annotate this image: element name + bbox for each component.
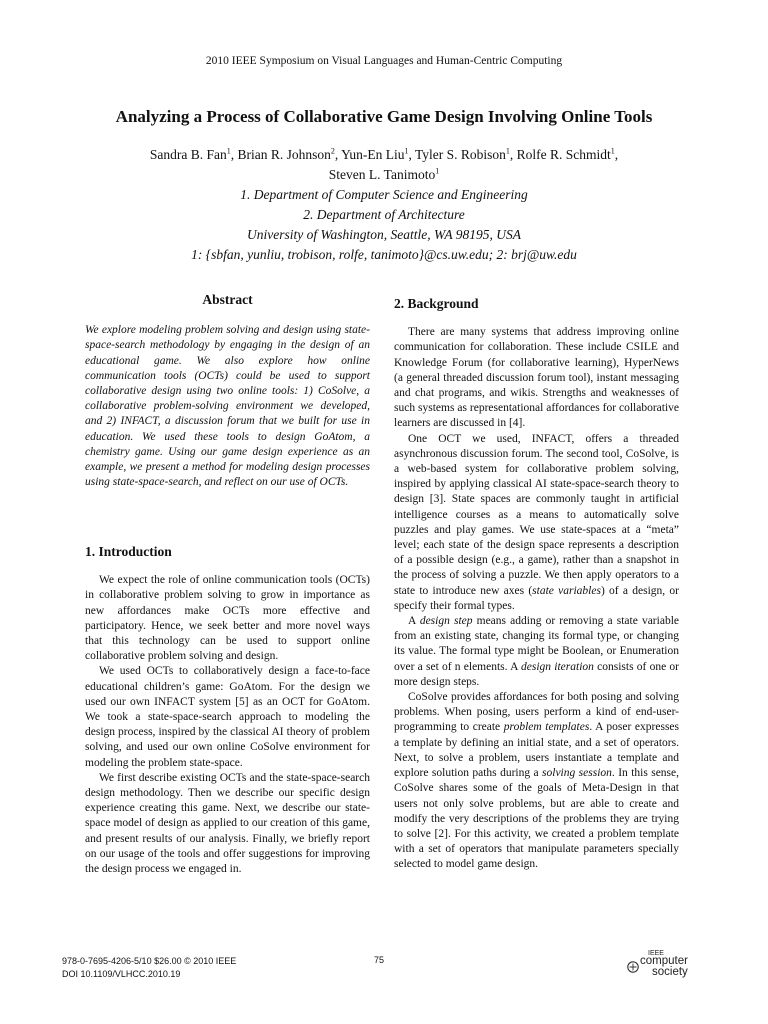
paragraph: One OCT we used, INFACT, offers a threaded asynchronous discussion forum. The second tool, CoSolve, is a web-based system for collaborative problem solving, inspired by applying classical AI state-space-search theory to design [3]. State spaces are commonly taught in artificial intelligence courses as a means to automatically solve puzzles and play games. We use state-spaces at a “meta” level; each state of the design space represents a description of a possible design (e.g., a game), rather than a snapshot in the process of solving a puzzle. We then apply operators to a state to introduce new axes (state variables) of a design, or specify their formal types. — [394, 432, 679, 612]
emphasis-term: solving session — [542, 767, 612, 780]
logo-computer-text: computer — [640, 955, 688, 967]
author: Brian R. Johnson$^2$, — [237, 146, 342, 162]
abstract-section — [85, 292, 370, 490]
paper-title: Analyzing a Process of Collaborative Game Design Involving Online Tools — [115, 107, 653, 126]
logo-society-text: society — [652, 966, 688, 978]
paragraph: There are many systems that address improving online communication for collaboration. These include CSILE and Knowledge Forum (for collaborative learning), HyperNews (a general threaded discussion forum tool), instant messaging and chat programs, and wikis. Strengths and weaknesses of such systems as representational affordances for collaborative learners are discussed in [4]. — [394, 326, 679, 430]
section-heading: 1. Introduction — [85, 544, 172, 559]
ieee-computer-society-logo-icon — [627, 961, 639, 973]
ieee-computer-society-logo — [626, 948, 711, 984]
paragraph: CoSolve provides affordances for both posing and solving problems. When posing, users perform a kind of end-user-programming to create problem templates. A poser expresses a template by defining an initial state, and a set of operators. Next, to solve a problem, users instantiate a template and explore solution paths during a solving session. In this sense, CoSolve shares some of the goals of Meta-Design in that users not only solve problems, but are able to create and modify the very descriptions of the problems they are trying to solve [2]. For this activity, we created a problem template with a set of operators that manipulate parameters specially selected to model game design. — [394, 691, 680, 871]
affiliation-line: 1. Department of Computer Science and Engineering — [240, 187, 528, 202]
author: Sandra B. Fan$^1$, — [149, 146, 238, 162]
background-section — [394, 296, 679, 873]
introduction-section — [85, 544, 370, 877]
copyright-footer — [62, 955, 236, 981]
author-list — [60, 145, 708, 185]
affiliation-line: 2. Department of Architecture — [303, 207, 465, 222]
abstract-text: We explore modeling problem solving and design using state-space-search methodology by engaging in the design of an educational game. We also explore how online communication tools (OCTs) could be used to support collaborative design using two online tools: 1) CoSolve, a collaborative problem-solving environment we developed, and 2) INFACT, a discussion forum that we built for use in education. We used these tools to design GoAtom, a chemistry game. Using our game design experience as an example, we present a method for modeling design processes using state-space-search, and reflect on our use of OCTs. — [85, 324, 370, 489]
author-block — [60, 145, 708, 265]
author-emails: 1: {sbfan, yunliu, trobison, rolfe, tanimoto}@cs.uw.edu; 2: brj@uw.edu — [191, 247, 577, 262]
paragraph: A design step means adding or removing a state variable from an existing state, changing its formal type, or changing its value. The formal type might be Boolean, or Enumeration over a set of n elements. A design iteration consists of one or more design steps. — [394, 615, 680, 688]
emphasis-term: design step — [419, 615, 473, 628]
author: Yun-En Liu$^1$, — [341, 146, 415, 162]
author: Rolfe R. Schmidt$^1$, — [516, 146, 619, 162]
emphasis-term: problem templates — [503, 721, 590, 734]
conference-header: 2010 IEEE Symposium on Visual Languages and Human-Centric Computing — [205, 55, 563, 67]
emphasis-term: design iteration — [521, 660, 594, 673]
page-number: 75 — [374, 955, 385, 965]
abstract-heading: Abstract — [202, 292, 253, 307]
emphasis-term: state variables — [532, 584, 601, 597]
logo-ieee-text: IEEE — [648, 950, 664, 957]
affiliation-line: University of Washington, Seattle, WA 98195, USA — [247, 227, 521, 242]
paragraph: We first describe existing OCTs and the state-space-search design methodology. Then we describe our specific design experience creating this game. Next, we describe our state-space model of design as applied to our creation of this game, and present results of our analysis. Finally, we briefly report on our usage of the tools and offer suggestions for improving the design process we engaged in. — [85, 771, 370, 876]
author: Steven L. Tanimoto$^1$ — [328, 166, 440, 182]
doi-line: DOI 10.1109/VLHCC.2010.19 — [62, 969, 181, 979]
author: Tyler S. Robison$^1$, — [414, 146, 517, 162]
section-heading: 2. Background — [394, 296, 479, 311]
paragraph: We used OCTs to collaboratively design a face-to-face educational children’s game: GoAtom. For the design we used our own INFACT system [5] as an OCT for GoAtom. We took a state-space-search approach to modeling the design process, inspired by the classical AI theory of problem solving, and used our own online CoSolve environment for modeling the problem state-space. — [85, 665, 370, 769]
isbn-line: 978-0-7695-4206-5/10 $26.00 © 2010 IEEE — [62, 956, 237, 966]
paragraph: We expect the role of online communication tools (OCTs) in collaborative problem solving to grow in importance as new affordances make OCTs more effective and participatory. Hence, we seek better and more novel ways that this technology can be used to support online collaborative problem solving and design. — [85, 574, 370, 663]
